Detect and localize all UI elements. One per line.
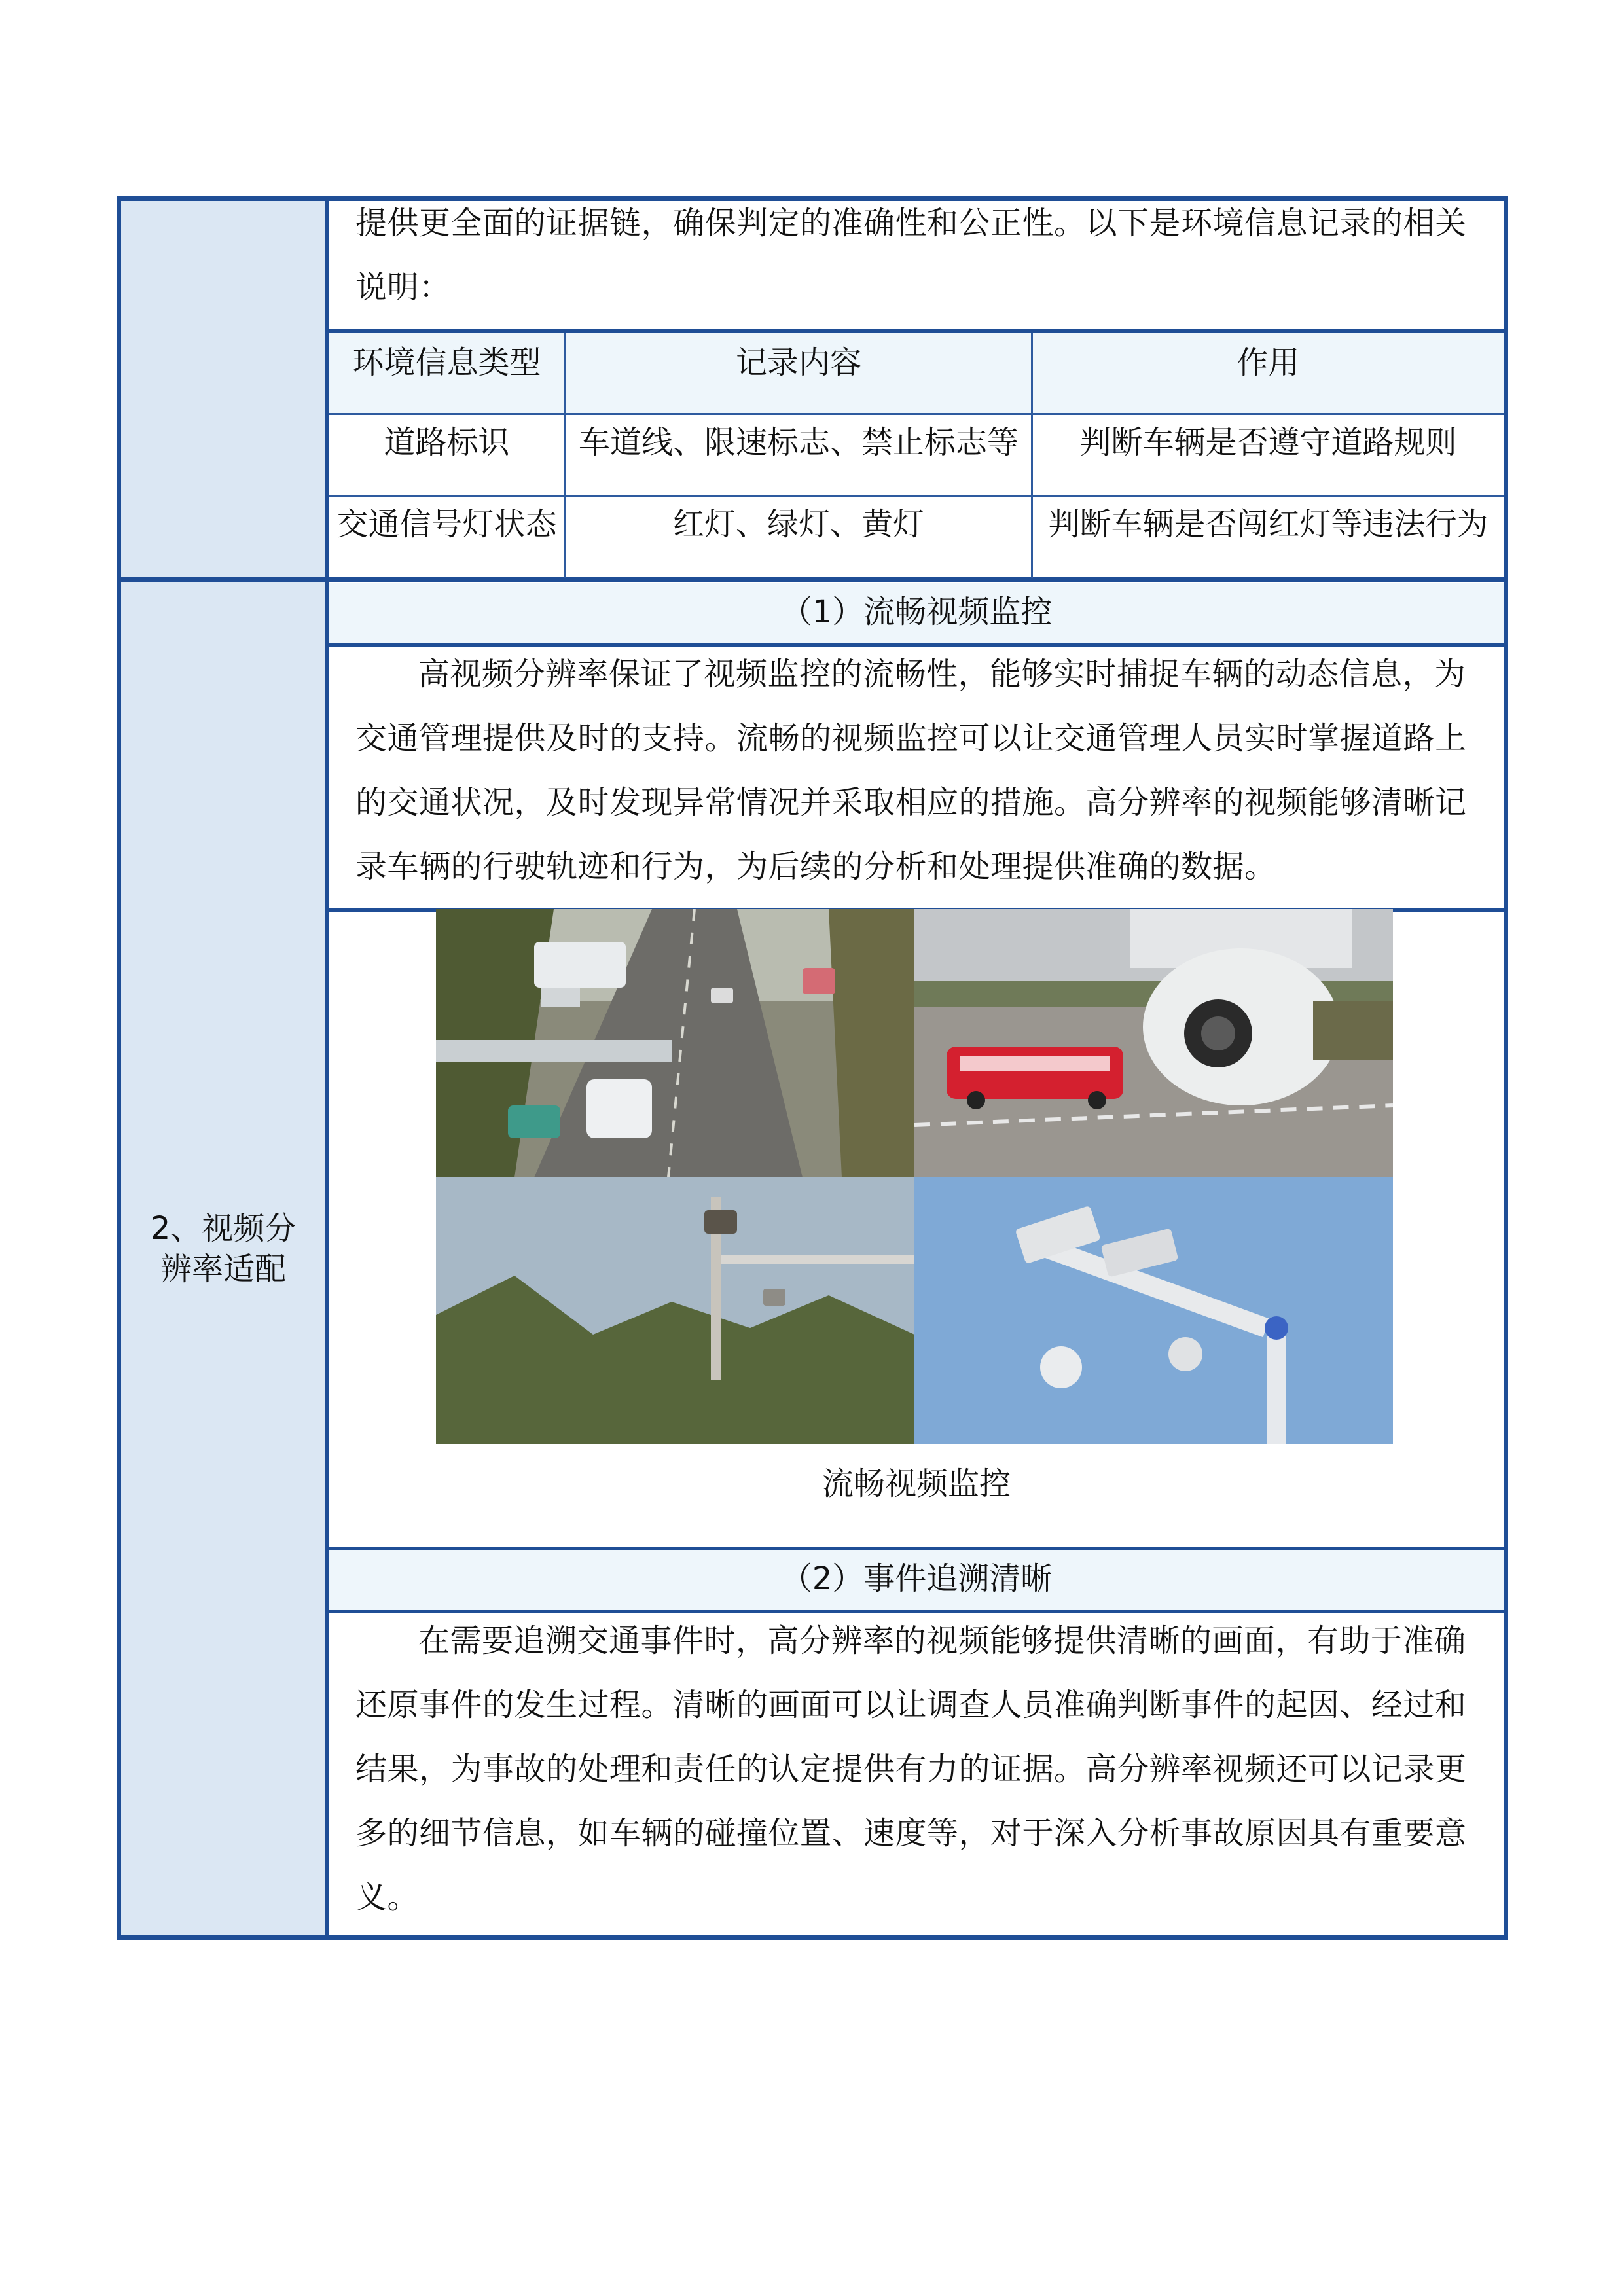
dome-camera-photo <box>914 909 1393 1177</box>
env-header-purpose: 作用 <box>1236 344 1300 381</box>
section2-label: 2、视频分辨率适配 <box>150 1210 297 1287</box>
intro-paragraph: 提供更全面的证据链，确保判定的准确性和公正性。以下是环境信息记录的相关说明： <box>355 205 1467 306</box>
road-camera-photo <box>436 909 914 1177</box>
traffic-camera-photo-collage <box>436 909 1393 1444</box>
env-row2-purpose: 判断车辆是否闯红灯等违法行为 <box>1048 506 1489 543</box>
env-row1-content: 车道线、限速标志、禁止标志等 <box>578 424 1019 461</box>
pole-camera-photo <box>436 1177 914 1444</box>
subsection1-paragraph: 高视频分辨率保证了视频监控的流畅性，能够实时捕捉车辆的动态信息，为交通管理提供及时的支持。流畅的视频监控可以让交通管理人员实时掌握道路上的交通状况，及时发现异常情况并采取相应的措施。高分辨率的视频能够清晰记录车辆的行驶轨迹和行为，为后续的分析和处理提供准确的数据。 <box>355 656 1467 885</box>
subsection2-title: （2）事件追溯清晰 <box>780 1560 1053 1597</box>
env-row1-purpose: 判断车辆是否遵守道路规则 <box>1079 424 1457 461</box>
subsection1-title: （1）流畅视频监控 <box>780 594 1053 630</box>
env-header-type: 环境信息类型 <box>352 344 541 381</box>
env-header-content: 记录内容 <box>735 344 861 381</box>
subsection2-paragraph: 在需要追溯交通事件时，高分辨率的视频能够提供清晰的画面，有助于准确还原事件的发生过程。清晰的画面可以让调查人员准确判断事件的起因、经过和结果，为事故的处理和责任的认定提供有力的证据。高分辨率视频还可以记录更多的细节信息，如车辆的碰撞位置、速度等，对于深入分析事故原因具有重要意义。 <box>355 1623 1467 1916</box>
rule-section-break <box>121 577 1504 582</box>
multi-camera-photo <box>914 1177 1393 1444</box>
figure-caption: 流畅视频监控 <box>821 1465 1011 1502</box>
env-row2-content: 红灯、绿灯、黄灯 <box>672 506 924 543</box>
env-row1-type: 道路标识 <box>384 424 510 461</box>
env-row2-type: 交通信号灯状态 <box>336 506 557 543</box>
